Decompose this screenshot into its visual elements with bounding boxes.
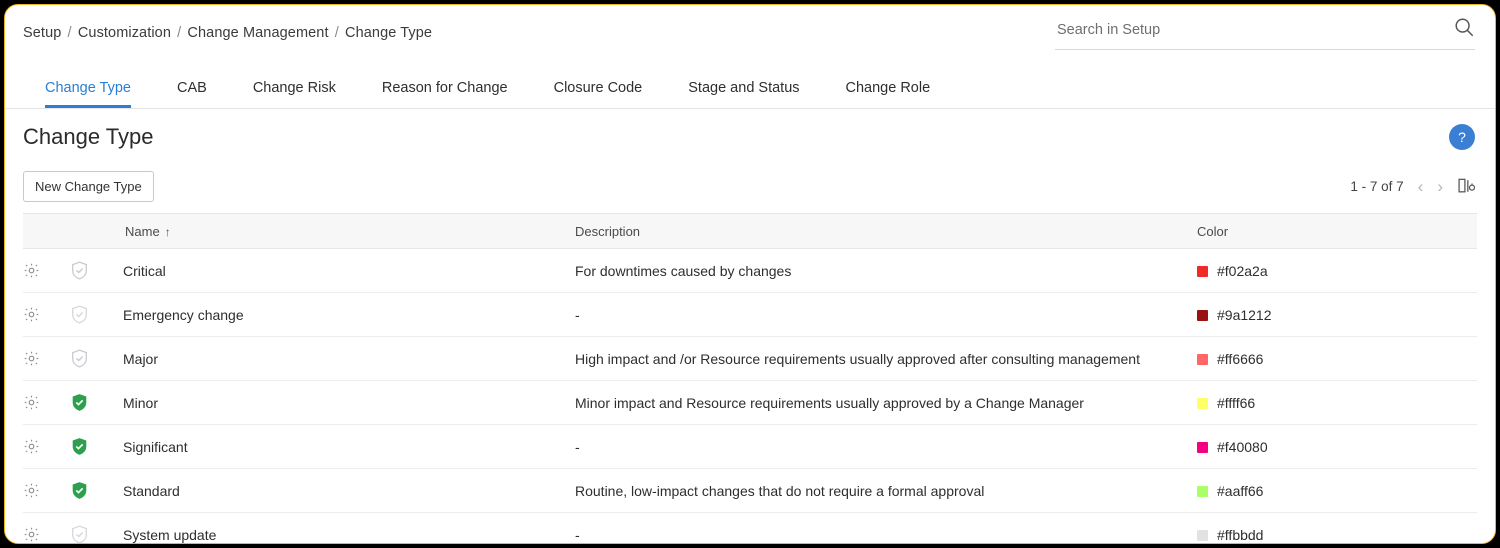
color-label: #ffff66: [1217, 394, 1256, 411]
row-color: [1197, 381, 1477, 425]
row-name[interactable]: Critical: [123, 249, 575, 293]
row-name[interactable]: Minor: [123, 381, 575, 425]
column-header-actions: [23, 214, 71, 249]
row-status-cell[interactable]: [71, 381, 123, 425]
column-header-description[interactable]: Description: [575, 214, 1197, 249]
color-swatch: [1197, 530, 1208, 541]
row-color: [1197, 469, 1477, 513]
tab-bar: [5, 61, 1495, 109]
gear-icon[interactable]: [23, 482, 71, 499]
shield-icon[interactable]: [71, 349, 123, 368]
table-body: [23, 249, 1477, 545]
table-header: [23, 214, 1477, 249]
tab-stage-and-status[interactable]: Stage and Status: [688, 80, 800, 96]
color-label: #9a1212: [1217, 306, 1272, 323]
gear-icon[interactable]: [23, 262, 71, 279]
help-button[interactable]: ?: [1449, 124, 1475, 150]
breadcrumb-separator-3: /: [334, 25, 339, 41]
row-actions-cell[interactable]: [23, 425, 71, 469]
gear-icon[interactable]: [23, 526, 71, 543]
color-label: #ffbbdd: [1217, 526, 1264, 543]
row-description: -: [575, 425, 1197, 469]
app-window: [4, 4, 1496, 544]
tab-change-risk[interactable]: Change Risk: [252, 80, 336, 96]
sort-ascending-icon: ↑: [164, 224, 171, 239]
breadcrumb-item-setup[interactable]: Setup: [23, 25, 62, 41]
row-color: [1197, 337, 1477, 381]
shield-icon[interactable]: [71, 525, 123, 544]
row-status-cell[interactable]: [71, 337, 123, 381]
color-swatch: [1197, 354, 1208, 365]
pagination: [1350, 176, 1477, 196]
breadcrumb-item-change-type[interactable]: Change Type: [345, 25, 433, 41]
change-type-table: [23, 213, 1477, 544]
pagination-count: 1 - 7 of 7: [1350, 178, 1404, 194]
tab-cab[interactable]: CAB: [177, 80, 207, 96]
table-header-row: [23, 214, 1477, 249]
row-name[interactable]: Emergency change: [123, 293, 575, 337]
shield-icon[interactable]: [71, 481, 123, 500]
shield-icon[interactable]: [71, 393, 123, 412]
color-label: #f40080: [1217, 438, 1268, 455]
title-row: [5, 109, 1495, 165]
column-header-name-label: Name: [125, 223, 160, 239]
shield-icon[interactable]: [71, 305, 123, 324]
table-row[interactable]: [23, 469, 1477, 513]
new-change-type-button[interactable]: New Change Type: [23, 171, 154, 202]
shield-icon[interactable]: [71, 261, 123, 280]
row-color: [1197, 249, 1477, 293]
gear-icon[interactable]: [23, 438, 71, 455]
row-status-cell[interactable]: [71, 425, 123, 469]
breadcrumb-item-customization[interactable]: Customization: [77, 25, 171, 41]
row-name[interactable]: System update: [123, 513, 575, 545]
row-status-cell[interactable]: [71, 513, 123, 545]
action-row: [5, 165, 1495, 207]
prev-page-arrow[interactable]: ‹: [1417, 176, 1424, 196]
row-description: -: [575, 513, 1197, 545]
row-status-cell[interactable]: [71, 469, 123, 513]
row-status-cell[interactable]: [71, 249, 123, 293]
search-bar[interactable]: [1055, 16, 1475, 50]
color-swatch: [1197, 442, 1208, 453]
color-swatch: [1197, 486, 1208, 497]
table-row[interactable]: [23, 425, 1477, 469]
color-swatch: [1197, 398, 1208, 409]
row-actions-cell[interactable]: [23, 513, 71, 545]
search-icon[interactable]: [1453, 16, 1475, 43]
breadcrumb-separator-2: /: [177, 25, 182, 41]
next-page-arrow[interactable]: ›: [1437, 176, 1443, 196]
table-row[interactable]: [23, 337, 1477, 381]
row-description: Routine, low-impact changes that do not require a formal approval: [575, 469, 1197, 513]
table-row[interactable]: [23, 381, 1477, 425]
row-status-cell[interactable]: [71, 293, 123, 337]
row-color: [1197, 513, 1477, 545]
row-actions-cell[interactable]: [23, 293, 71, 337]
column-settings-icon[interactable]: [1457, 176, 1477, 196]
table-row[interactable]: [23, 513, 1477, 545]
color-label: #ff6666: [1217, 350, 1264, 367]
breadcrumb: [23, 25, 432, 41]
tab-reason-for-change[interactable]: Reason for Change: [381, 80, 508, 96]
tab-change-type[interactable]: Change Type: [45, 80, 131, 108]
row-name[interactable]: Significant: [123, 425, 575, 469]
row-description: Minor impact and Resource requirements usually approved by a Change Manager: [575, 381, 1197, 425]
table-row[interactable]: [23, 293, 1477, 337]
page-title: Change Type: [23, 124, 154, 149]
top-bar: [5, 5, 1495, 61]
shield-icon[interactable]: [71, 437, 123, 456]
search-input[interactable]: [1055, 21, 1443, 39]
column-header-status: [71, 214, 123, 249]
tab-closure-code[interactable]: Closure Code: [553, 80, 643, 96]
row-description: High impact and /or Resource requirements usually approved after consulting management: [575, 337, 1197, 381]
row-color: [1197, 425, 1477, 469]
column-header-color[interactable]: Color: [1197, 214, 1477, 249]
gear-icon[interactable]: [23, 394, 71, 411]
breadcrumb-item-change-management[interactable]: Change Management: [187, 25, 329, 41]
color-label: #aaff66: [1217, 482, 1264, 499]
color-swatch: [1197, 310, 1208, 321]
color-swatch: [1197, 266, 1208, 277]
row-actions-cell[interactable]: [23, 469, 71, 513]
row-name[interactable]: Standard: [123, 469, 575, 513]
row-description: -: [575, 293, 1197, 337]
row-actions-cell[interactable]: [23, 337, 71, 381]
row-name[interactable]: Major: [123, 337, 575, 381]
gear-icon[interactable]: [23, 306, 71, 323]
gear-icon[interactable]: [23, 350, 71, 367]
breadcrumb-separator-1: /: [67, 25, 72, 41]
row-actions-cell[interactable]: [23, 381, 71, 425]
color-label: #f02a2a: [1217, 262, 1268, 279]
row-description: For downtimes caused by changes: [575, 249, 1197, 293]
row-actions-cell[interactable]: [23, 249, 71, 293]
table-row[interactable]: [23, 249, 1477, 293]
column-header-name[interactable]: [123, 214, 575, 249]
tab-change-role[interactable]: Change Role: [845, 80, 931, 96]
row-color: [1197, 293, 1477, 337]
